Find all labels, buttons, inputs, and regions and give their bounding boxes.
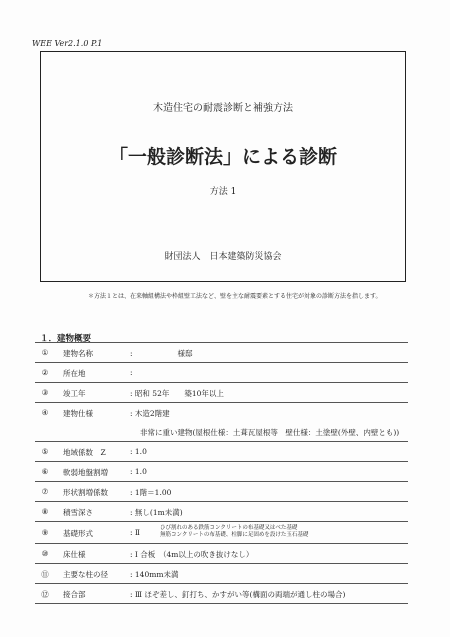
row-label: 竣工年 xyxy=(63,389,86,398)
row-value: : 昭和 52年 築10年以上 xyxy=(130,389,224,398)
row-label: 地域係数 Z xyxy=(63,448,106,457)
row-value: : 1.0 xyxy=(130,447,147,456)
row-label: 主要な柱の径 xyxy=(63,570,108,579)
table-row xyxy=(35,481,408,501)
row-number: ⑦ xyxy=(41,487,49,496)
method-note: ＊方法１とは、在来軸組構法や枠組壁工法など、壁を主な耐震要素とする住宅が対象の診断方法を指します。 xyxy=(88,293,382,300)
row-value: : Ⅱ xyxy=(130,528,141,537)
row-value: : 様邸 xyxy=(130,349,193,358)
table-row xyxy=(35,461,408,481)
row-value: : 1.0 xyxy=(130,467,147,476)
foundation-option-2: 無筋コンクリートの布基礎、柱脚に足固めを設けた玉石基礎 xyxy=(160,532,309,538)
table-row xyxy=(35,563,408,583)
section-title: １．建物概要 xyxy=(40,334,92,344)
row-value: : 140mm未満 xyxy=(130,570,179,579)
cover-organization: 財団法人 日本建築防災協会 xyxy=(164,252,282,262)
table-row xyxy=(35,543,408,563)
row-number: ⑤ xyxy=(41,447,49,456)
row-number: ⑩ xyxy=(41,549,49,558)
row-value: : xyxy=(130,368,133,377)
table-row xyxy=(35,583,408,604)
table-row xyxy=(35,501,408,521)
table-row xyxy=(35,362,408,382)
row-number: ⑪ xyxy=(41,570,49,579)
row-label: 所在地 xyxy=(63,369,86,378)
row-number: ④ xyxy=(41,408,49,417)
row-label: 形状割増係数 xyxy=(63,488,108,497)
row-number: ⑫ xyxy=(41,590,49,599)
row-number: ② xyxy=(41,368,49,377)
table-row xyxy=(35,382,408,402)
row-number: ⑧ xyxy=(41,507,49,516)
row-label: 軟弱地盤割増 xyxy=(63,468,108,477)
building-overview-table xyxy=(35,342,408,604)
row-label: 建物名称 xyxy=(63,349,93,358)
row-label: 建物仕様 xyxy=(63,409,93,418)
row-label: 接合部 xyxy=(63,590,86,599)
row-value: : Ⅲ ほぞ差し、釘打ち、かすがい等(構面の両端が通し柱の場合) xyxy=(130,590,346,599)
row-label: 積雪深さ xyxy=(63,508,93,517)
row-label: 基礎形式 xyxy=(63,529,93,538)
row-value: : 無し(1m未満) xyxy=(130,508,183,517)
table-row xyxy=(35,441,408,461)
cover-box xyxy=(40,51,406,282)
table-row xyxy=(35,521,408,543)
row-number: ③ xyxy=(41,388,49,397)
version-header: WEE Ver2.1.0 P.1 xyxy=(32,39,103,48)
cover-title: 「一般診断法」による診断 xyxy=(108,146,337,168)
row-value-detail: 非常に重い建物(屋根仕様：土葺瓦屋根等 壁仕様：土塗壁(外壁、内壁とも)) xyxy=(140,428,400,437)
row-number: ⑥ xyxy=(41,467,49,476)
cover-subtitle: 木造住宅の耐震診断と補強方法 xyxy=(153,103,293,114)
row-value: : 1階＝1.00 xyxy=(130,488,172,497)
row-label: 床仕様 xyxy=(63,550,86,559)
row-value: : 木造2階建 xyxy=(130,409,170,418)
foundation-option-1: ひび割れのある鉄筋コンクリートの布基礎又はべた基礎 xyxy=(160,525,298,531)
row-value: : Ⅰ 合板 （4m以上の吹き抜けなし） xyxy=(130,550,254,559)
row-number: ⑨ xyxy=(41,528,49,537)
cover-method: 方法 1 xyxy=(209,187,237,197)
table-row xyxy=(35,402,408,441)
row-number: ① xyxy=(41,348,49,357)
table-row xyxy=(35,342,408,362)
